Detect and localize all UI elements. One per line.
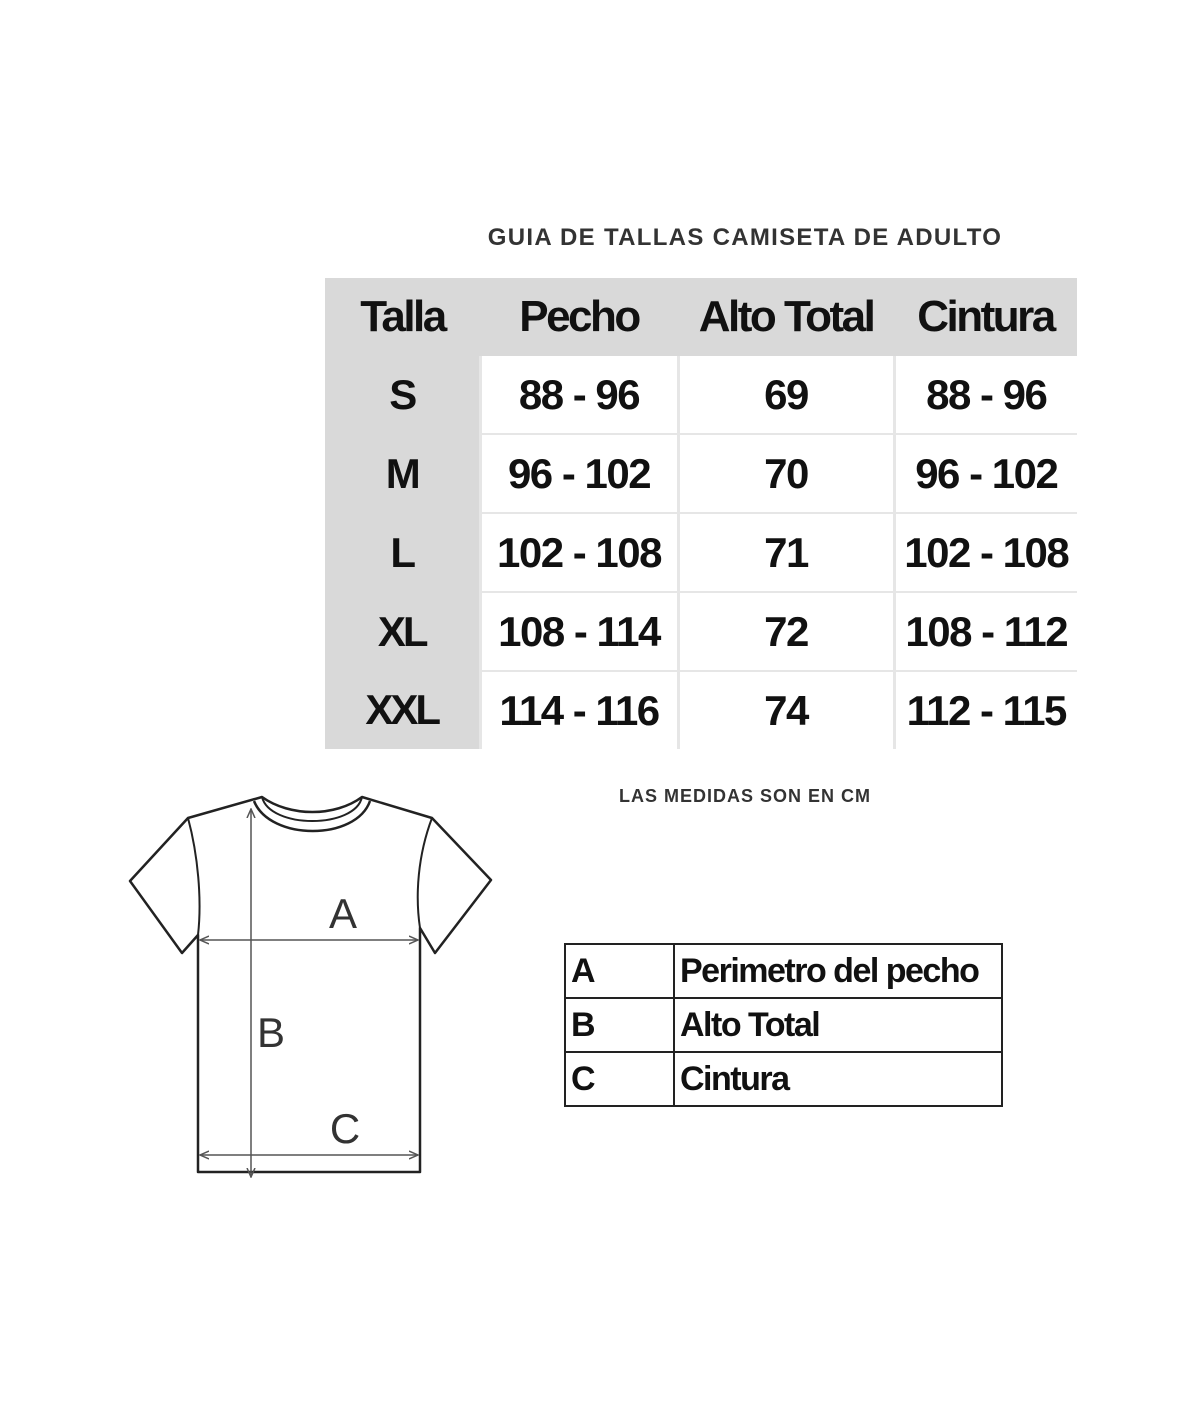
alto-cell: 71 xyxy=(678,513,894,592)
measurement-legend xyxy=(564,943,1003,1107)
pecho-cell: 114 - 116 xyxy=(480,671,678,749)
alto-cell: 72 xyxy=(678,592,894,671)
legend-text: Perimetro del pecho xyxy=(674,944,1002,998)
size-cell: M xyxy=(325,434,480,513)
cintura-cell: 96 - 102 xyxy=(894,434,1077,513)
header-cintura: Cintura xyxy=(894,278,1077,356)
table-row xyxy=(325,671,1077,749)
label-b: B xyxy=(256,1009,286,1056)
table-row xyxy=(325,513,1077,592)
legend-key: C xyxy=(565,1052,674,1106)
page-title: GUIA DE TALLAS CAMISETA DE ADULTO xyxy=(487,224,1003,251)
pecho-cell: 88 - 96 xyxy=(480,356,678,434)
cintura-cell: 102 - 108 xyxy=(894,513,1077,592)
legend-key: B xyxy=(565,998,674,1052)
table-header-row xyxy=(325,278,1077,356)
header-pecho: Pecho xyxy=(480,278,678,356)
size-cell: XXL xyxy=(325,671,480,749)
units-note: LAS MEDIDAS SON EN CM xyxy=(618,786,871,806)
cintura-cell: 112 - 115 xyxy=(894,671,1077,749)
alto-cell: 70 xyxy=(678,434,894,513)
legend-row xyxy=(565,944,1002,998)
cintura-cell: 108 - 112 xyxy=(894,592,1077,671)
label-a: A xyxy=(328,890,358,937)
pecho-cell: 108 - 114 xyxy=(480,592,678,671)
table-row xyxy=(325,592,1077,671)
legend-text: Cintura xyxy=(674,1052,1002,1106)
size-cell: S xyxy=(325,356,480,434)
header-talla: Talla xyxy=(325,278,480,356)
table-row xyxy=(325,434,1077,513)
label-c: C xyxy=(329,1105,361,1152)
size-cell: L xyxy=(325,513,480,592)
legend-text: Alto Total xyxy=(674,998,1002,1052)
legend-row xyxy=(565,998,1002,1052)
cintura-cell: 88 - 96 xyxy=(894,356,1077,434)
header-alto-total: Alto Total xyxy=(678,278,894,356)
alto-cell: 69 xyxy=(678,356,894,434)
tshirt-diagram xyxy=(120,785,500,1185)
tshirt-outline-icon xyxy=(130,797,491,1172)
size-chart-table xyxy=(325,278,1077,749)
pecho-cell: 96 - 102 xyxy=(480,434,678,513)
pecho-cell: 102 - 108 xyxy=(480,513,678,592)
table-row xyxy=(325,356,1077,434)
legend-key: A xyxy=(565,944,674,998)
size-cell: XL xyxy=(325,592,480,671)
alto-cell: 74 xyxy=(678,671,894,749)
legend-row xyxy=(565,1052,1002,1106)
